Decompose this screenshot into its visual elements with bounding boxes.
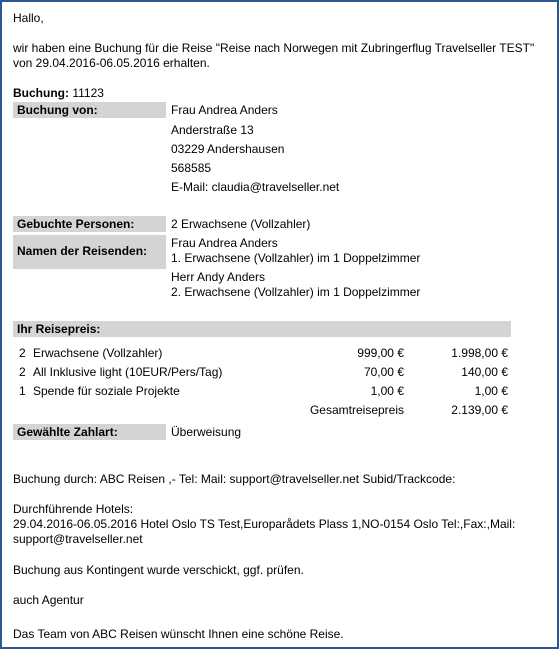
agency-note: auch Agentur	[13, 593, 84, 607]
booked-through: Buchung durch: ABC Reisen ,- Tel: Mail: support@travelseller.net Subid/Trackcode:	[13, 472, 456, 486]
booked-by-email: E-Mail: claudia@travelseller.net	[171, 180, 340, 194]
hotels-line-2: support@travelseller.net	[13, 532, 143, 546]
price-row-2-unit: 70,00 €	[363, 365, 404, 379]
price-row-2-qty: 2	[19, 365, 26, 379]
persons-label: Gebuchte Personen:	[17, 217, 135, 231]
hotels-label: Durchführende Hotels:	[13, 502, 134, 516]
payment-value: Überweisung	[171, 425, 242, 439]
price-row-1-total: 1.998,00 €	[451, 346, 508, 360]
price-row-1-qty: 2	[19, 346, 26, 360]
price-row-2-desc: All Inklusive light (10EUR/Pers/Tag)	[33, 365, 223, 379]
intro-line-1: wir haben eine Buchung für die Reise "Reise nach Norwegen mit Zubringerflug Travelseller TEST"	[13, 41, 535, 55]
traveler-2-detail: 2. Erwachsene (Vollzahler) im 1 Doppelzimmer	[171, 285, 421, 299]
hotels-line-1: 29.04.2016-06.05.2016 Hotel Oslo TS Test,Europarådets Plass 1,NO-0154 Oslo Tel:,Fax:,Mail:	[13, 517, 516, 531]
booked-by-phone: 568585	[171, 161, 212, 175]
price-row-1-desc: Erwachsene (Vollzahler)	[33, 346, 163, 360]
price-row-3-unit: 1,00 €	[370, 384, 404, 398]
greeting: Hallo,	[13, 11, 44, 25]
traveler-1-detail: 1. Erwachsene (Vollzahler) im 1 Doppelzimmer	[171, 251, 421, 265]
closing-line: Das Team von ABC Reisen wünscht Ihnen eine schöne Reise.	[13, 627, 344, 641]
travelers-label: Namen der Reisenden:	[17, 244, 148, 258]
price-row-1-unit: 999,00 €	[357, 346, 404, 360]
booking-number-row	[13, 86, 104, 101]
price-row-3-total: 1,00 €	[474, 384, 508, 398]
booked-by-city: 03229 Andershausen	[171, 142, 285, 156]
booking-number-value: 11123	[72, 86, 104, 100]
persons-value: 2 Erwachsene (Vollzahler)	[171, 217, 311, 231]
booked-by-label: Buchung von:	[17, 103, 98, 117]
price-total-value: 2.139,00 €	[451, 403, 508, 417]
booked-by-street: Anderstraße 13	[171, 123, 254, 137]
payment-label: Gewählte Zahlart:	[17, 425, 118, 439]
price-row-3-qty: 1	[19, 384, 26, 398]
price-header-label: Ihr Reisepreis:	[17, 322, 101, 336]
price-row-3-desc: Spende für soziale Projekte	[33, 384, 180, 398]
price-total-label: Gesamtreisepreis	[309, 403, 404, 417]
intro-line-2: von 29.04.2016-06.05.2016 erhalten.	[13, 56, 210, 70]
traveler-1-name: Frau Andrea Anders	[171, 236, 278, 250]
traveler-2-name: Herr Andy Anders	[171, 270, 266, 284]
contingent-note: Buchung aus Kontingent wurde verschickt, ggf. prüfen.	[13, 563, 304, 577]
booking-number-label: Buchung:	[13, 86, 69, 100]
price-row-2-total: 140,00 €	[461, 365, 508, 379]
booked-by-name: Frau Andrea Anders	[171, 103, 278, 117]
